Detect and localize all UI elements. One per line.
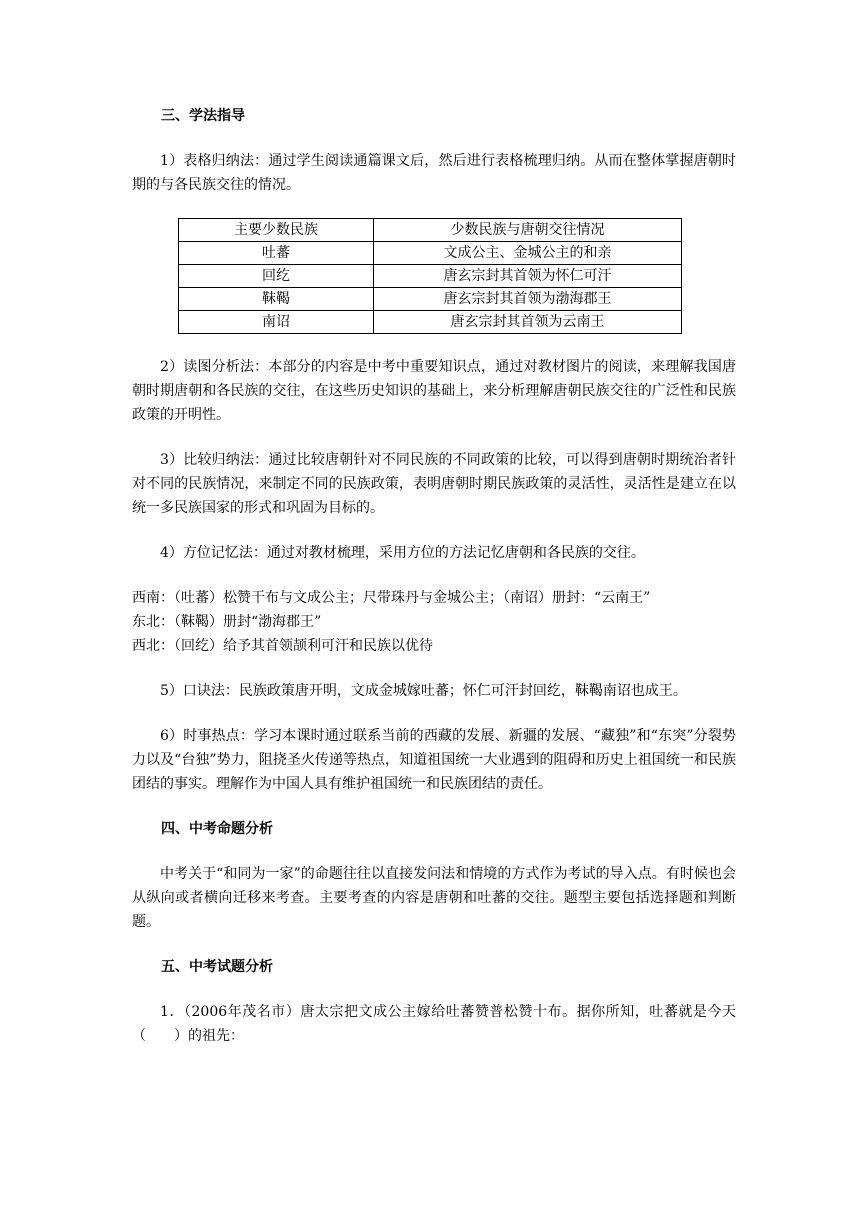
- section-heading-study-methods: 三、学法指导: [161, 108, 245, 124]
- paragraph-direction-memory-method: 4）方位记忆法：通过对教材梳理，采用方位的方法记忆唐朝和各民族的交往。: [160, 545, 645, 561]
- table-row: [179, 242, 682, 265]
- direction-northwest: 西北：（回纥）给予其首领颉利可汗和民族以优待: [132, 638, 433, 654]
- direction-northeast: 东北：（靺鞨）册封“渤海郡王”: [132, 614, 322, 630]
- column-header-relations: 少数民族与唐朝交往情况: [374, 219, 682, 242]
- table-cell: 唐玄宗封其首领为渤海郡王: [374, 288, 682, 311]
- table-cell: 唐玄宗封其首领为怀仁可汗: [374, 265, 682, 288]
- direction-southwest: 西南：（吐蕃）松赞干布与文成公主；尺带珠丹与金城公主；（南诏）册封：“云南王”: [132, 590, 651, 606]
- table-cell: 靺鞨: [179, 288, 374, 311]
- ethnic-relations-table: [178, 218, 682, 334]
- table-header-row: [179, 219, 682, 242]
- paragraph-comparison-method: 3）比较归纳法：通过比较唐朝针对不同民族的不同政策的比较，可以得到唐朝时期统治者针对不同的民族情况，来制定不同的民族政策，表明唐朝时期民族政策的灵活性，灵活性是建立在以统一多民族国家的形式和巩固为目标的。: [132, 452, 736, 516]
- table-cell: 文成公主、金城公主的和亲: [374, 242, 682, 265]
- table-row: [179, 265, 682, 288]
- direction-list: [132, 586, 736, 658]
- table-row: [179, 311, 682, 334]
- table-row: [179, 288, 682, 311]
- paragraph-table-method: 1）表格归纳法：通过学生阅读通篇课文后，然后进行表格梳理归纳。从而在整体掌握唐朝时期的与各民族交往的情况。: [132, 153, 736, 193]
- document-page: [132, 104, 736, 1069]
- table-cell: 吐蕃: [179, 242, 374, 265]
- paragraph-map-reading-method: 2）读图分析法：本部分的内容是中考中重要知识点，通过对教材图片的阅读，来理解我国唐朝时期唐朝和各民族的交往，在这些历史知识的基础上，来分析理解唐朝民族交往的广泛性和民族政策的开明性。: [132, 359, 736, 423]
- question-1: 1．（2006年茂名市）唐太宗把文成公主嫁给吐蕃赞普松赞十布。据你所知，吐蕃就是今天（ ）的祖先：: [132, 1004, 736, 1044]
- paragraph-current-events: 6）时事热点：学习本课时通过联系当前的西藏的发展、新疆的发展、“藏独”和“东突”分裂势力以及“台独”势力，阻挠圣火传递等热点，知道祖国统一大业遇到的阻碍和历史上祖国统一和民族团结的事实。理解作为中国人具有维护祖国统一和民族团结的责任。: [132, 728, 736, 792]
- table-cell: 唐玄宗封其首领为云南王: [374, 311, 682, 334]
- table-cell: 回纥: [179, 265, 374, 288]
- paragraph-mnemonic-method: 5）口诀法：民族政策唐开明，文成金城嫁吐蕃；怀仁可汗封回纥，靺鞨南诏也成王。: [160, 683, 687, 699]
- section-heading-exam-analysis: 四、中考命题分析: [161, 821, 273, 837]
- column-header-ethnic-group: 主要少数民族: [179, 219, 374, 242]
- table-cell: 南诏: [179, 311, 374, 334]
- paragraph-exam-analysis: 中考关于“和同为一家”的命题往往以直接发问法和情境的方式作为考试的导入点。有时候也会从纵向或者横向迁移来考查。主要考查的内容是唐朝和吐蕃的交往。题型主要包括选择题和判断题。: [132, 866, 736, 930]
- section-heading-exam-questions: 五、中考试题分析: [161, 959, 273, 975]
